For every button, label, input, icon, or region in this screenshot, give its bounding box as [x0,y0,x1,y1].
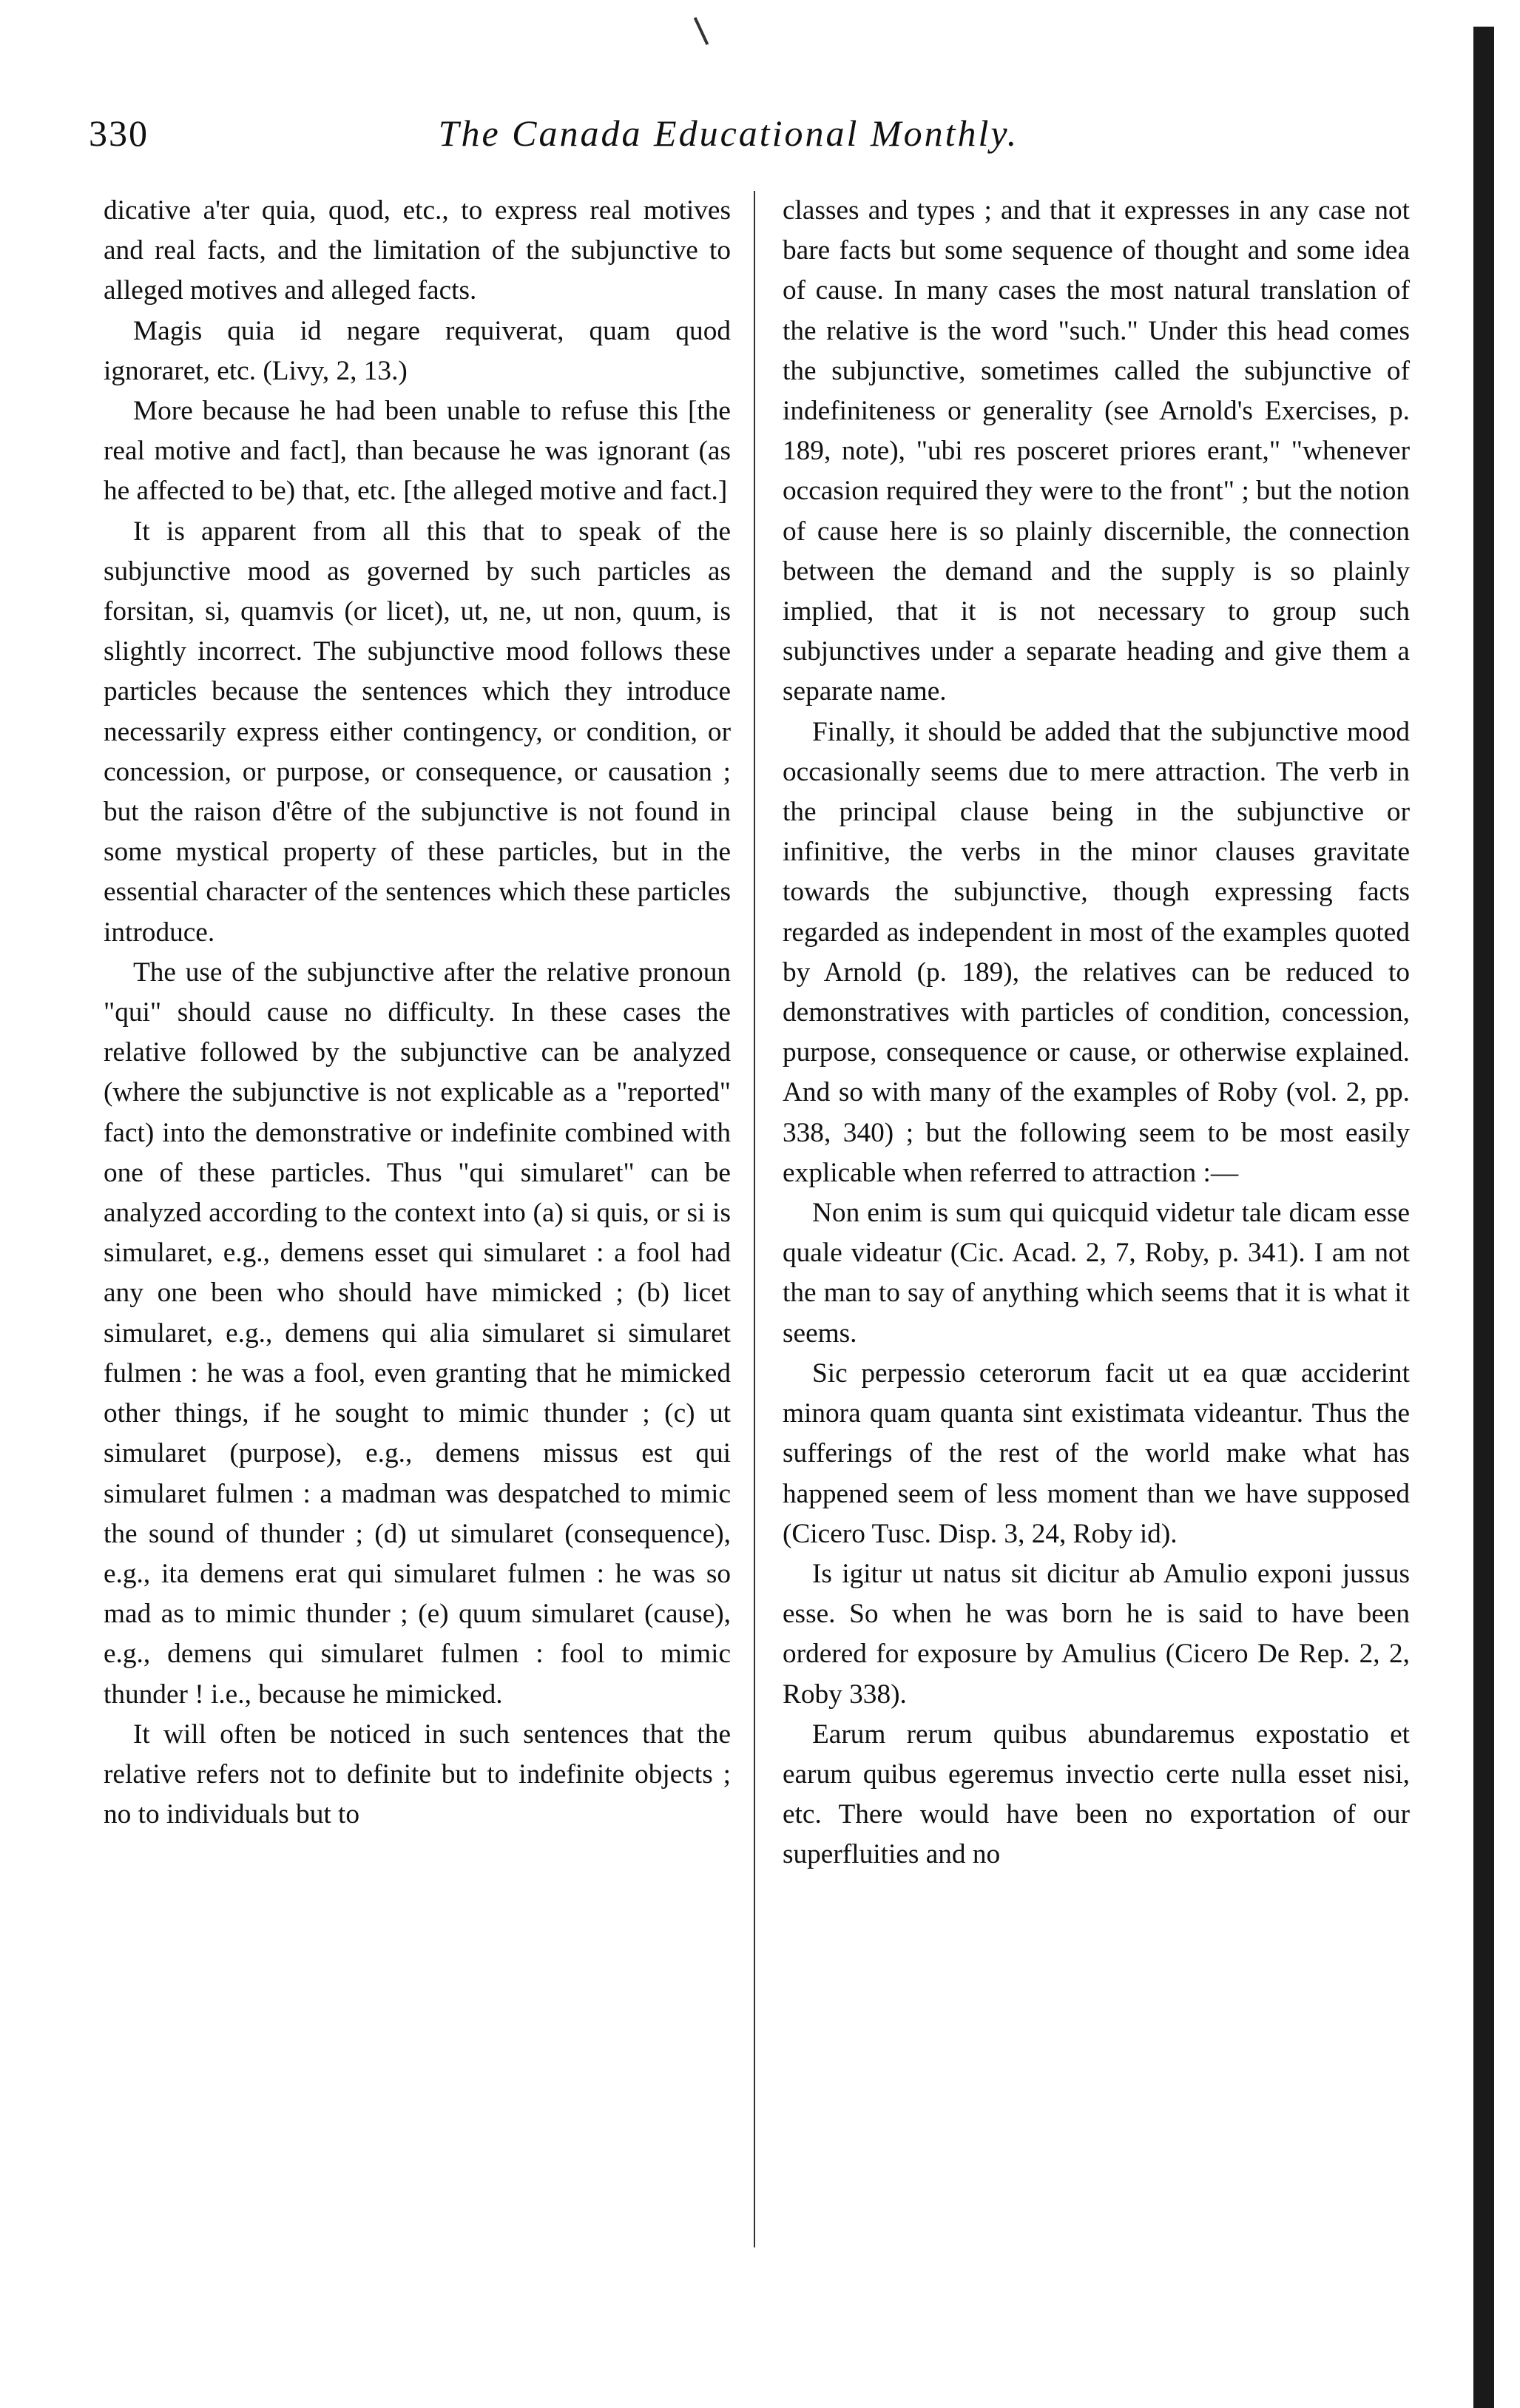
left-paragraph-1: dicative a'ter quia, quod, etc., to express real motives and real facts, and the limitation of the subjunctive to alleged motives and alleged facts. [104,195,731,306]
column-divider [754,191,755,2247]
page-number: 330 [89,112,149,154]
left-paragraph-6: It will often be noticed in such sentences that the relative refers not to definite but to indefinite objects ; no to individuals but to [104,1719,731,1830]
left-paragraph-3: More because he had been unable to refuse this [the real motive and fact], than because he was ignorant (as he affected to be) that, etc. [the alleged motive and fact.] [104,396,731,507]
right-paragraph-4: Sic perpessio ceterorum facit ut ea quæ acciderint minora quam quanta sint existimata videantur. Thus the sufferings of the rest of the world make what has happened seem of less moment than we have supposed (Cicero Tusc. Disp. 3, 24, Roby id). [783,1358,1410,1549]
left-paragraph-5: The use of the subjunctive after the relative pronoun "qui" should cause no difficulty. In these cases the relative followed by the subjunctive can be analyzed (where the subjunctive is not explicable as a "reported" fact) into the demonstrative or indefinite combined with one of these particles. Thus "qui simularet" can be analyzed according to the context into (a) si quis, or si is simularet, e.g., demens esset qui simularet : a fool had any one been who should have mimicked ; (b) licet simularet, e.g., demens qui alia simularet si simularet fulmen : he was a fool, even granting that he mimicked other things, if he sought to mimic thunder ; (c) ut simularet (purpose), e.g., demens missus est qui simularet fulmen : a madman was despatched to mimic the sound of thunder ; (d) ut simularet (consequence), e.g., ita demens erat qui simularet fulmen : he was so mad as to mimic thunder ; (e) quum simularet (cause), e.g., demens qui simularet fulmen : fool to mimic thunder ! i.e., because he mimicked. [104,957,731,1710]
left-paragraph-2: Magis quia id negare requiverat, quam quod ignoraret, etc. (Livy, 2, 13.) [104,315,731,386]
scan-mark [694,17,709,45]
right-paragraph-5: Is igitur ut natus sit dicitur ab Amulio exponi jussus esse. So when he was born he is said to have been ordered for exposure by Amulius (Cicero De Rep. 2, 2, Roby 338). [783,1558,1410,1710]
left-column [104,191,731,1835]
right-column [783,191,1410,1875]
page-header [89,111,1368,170]
right-paragraph-2: Finally, it should be added that the subjunctive mood occasionally seems due to mere attraction. The verb in the principal clause being in the subjunctive or infinitive, the verbs in the minor clauses gravitate towards the subjunctive, though expressing facts regarded as independent in most of the examples quoted by Arnold (p. 189), the relatives can be reduced to demonstratives with particles of condition, concession, purpose, consequence or cause, or otherwise explained. And so with many of the examples of Roby (vol. 2, pp. 338, 340) ; but the following seem to be most easily explicable when referred to attraction :— [783,716,1410,1188]
scan-edge-bar [1473,27,1494,2408]
right-paragraph-1: classes and types ; and that it expresses in any case not bare facts but some sequence of thought and some idea of cause. In many cases the most natural translation of the relative is the word "such." Under this head comes the subjunctive, sometimes called the subjunctive of indefiniteness or generality (see Arnold's Exercises, p. 189, note), "ubi res posceret priores erant," "whenever occasion required they were to the front" ; but the notion of cause here is so plainly discernible, the connection between the demand and the supply is so plainly implied, that it is not necessary to group such subjunctives under a separate heading and give them a separate name. [783,195,1410,707]
left-paragraph-4: It is apparent from all this that to speak of the subjunctive mood as governed by such particles as forsitan, si, quamvis (or licet), ut, ne, ut non, quum, is slightly incorrect. The subjunctive mood follows these particles because the sentences which they introduce necessarily express either contingency, or condition, or concession, or purpose, or consequence, or causation ; but the raison d'être of the subjunctive is not found in some mystical property of these particles, but in the essential character of the sentences which these particles introduce. [104,516,731,948]
right-paragraph-6: Earum rerum quibus abundaremus expostatio et earum quibus egeremus invectio certe nulla esset nisi, etc. There would have been no exportation of our superfluities and no [783,1719,1410,1870]
right-paragraph-3: Non enim is sum qui quicquid videtur tale dicam esse quale videatur (Cic. Acad. 2, 7, Roby, p. 341). I am not the man to say of anything which seems that it is what it seems. [783,1198,1410,1349]
running-title: The Canada Educational Monthly. [438,112,1019,154]
